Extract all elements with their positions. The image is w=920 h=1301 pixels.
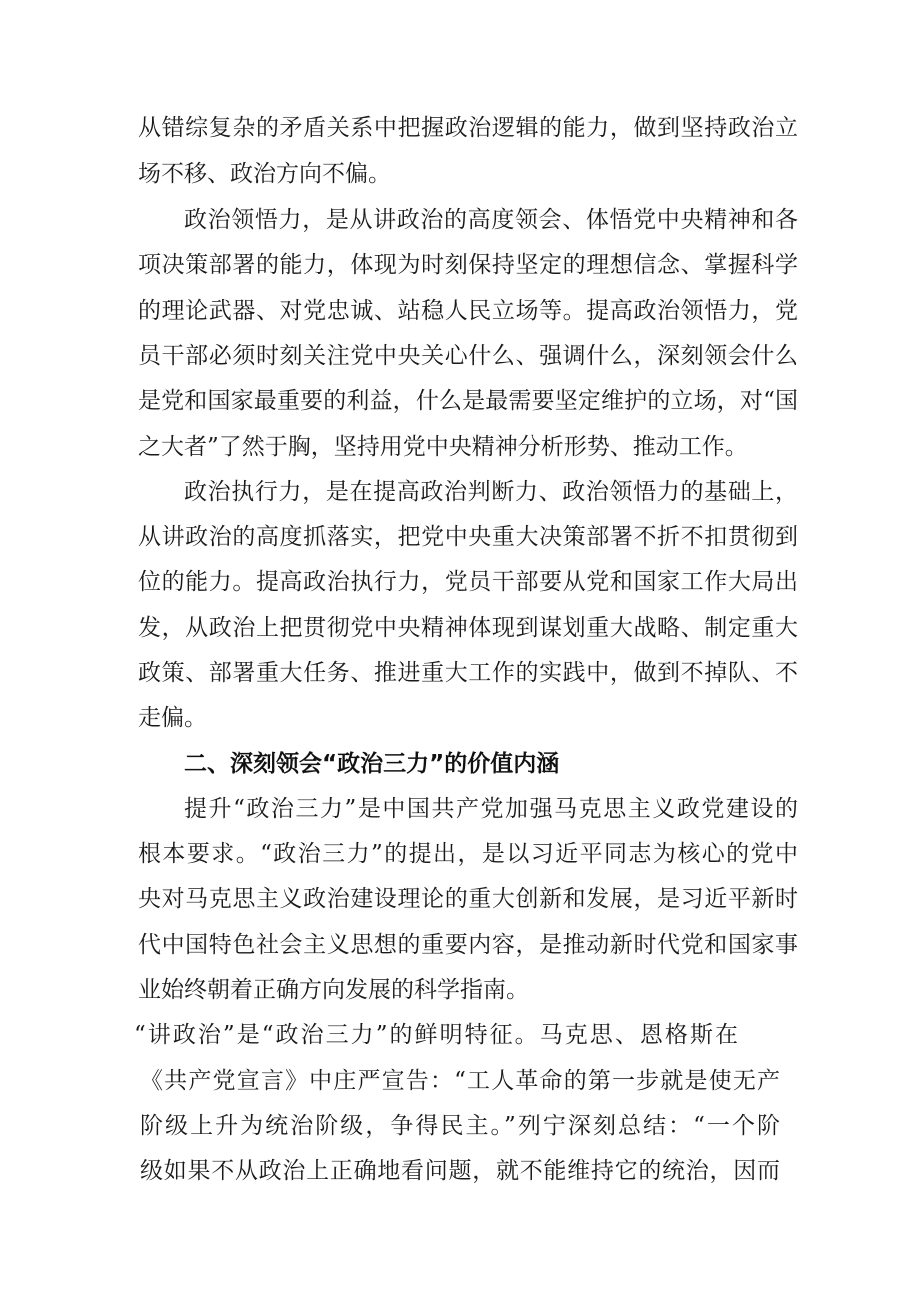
paragraph-2-line-3: 的理论武器、对党忠诚、站稳人民立场等。提高政治领悟力，党: [138, 298, 798, 324]
paragraph-3-line-1: 政治执行力，是在提高政治判断力、政治领悟力的基础上，: [184, 479, 798, 505]
paragraph-1-line-1: 从错综复杂的矛盾关系中把握政治逻辑的能力，做到坚持政治立: [138, 115, 798, 141]
paragraph-3-line-4: 发，从政治上把贯彻党中央精神体现到谋划重大战略、制定重大: [138, 615, 798, 641]
paragraph-5-line-2: 《共产党宣言》中庄严宣告：“工人革命的第一步就是使无产: [140, 1068, 780, 1094]
paragraph-3-line-5: 政策、部署重大任务、推进重大工作的实践中，做到不掉队、不: [138, 660, 798, 686]
paragraph-3-line-2: 从讲政治的高度抓落实，把党中央重大决策部署不折不扣贯彻到: [138, 524, 798, 550]
paragraph-4-line-5: 业始终朝着正确方向发展的科学指南。: [138, 977, 529, 1003]
paragraph-4-line-1: 提升“政治三力”是中国共产党加强马克思主义政党建设的: [184, 796, 798, 822]
paragraph-2-line-5: 是党和国家最重要的利益，什么是最需要坚定维护的立场，对“国: [138, 388, 798, 414]
paragraph-2-line-4: 员干部必须时刻关注党中央关心什么、强调什么，深刻领会什么: [138, 343, 798, 369]
paragraph-3-line-3: 位的能力。提高政治执行力，党员干部要从党和国家工作大局出: [138, 569, 798, 595]
paragraph-4-line-4: 代中国特色社会主义思想的重要内容，是推动新时代党和国家事: [138, 932, 798, 958]
paragraph-1-line-2: 场不移、政治方向不偏。: [138, 161, 391, 187]
paragraph-3-line-6: 走偏。: [138, 705, 207, 731]
paragraph-4-line-2: 根本要求。“政治三力”的提出，是以习近平同志为核心的党中: [138, 841, 798, 867]
section-heading: 二、深刻领会“政治三力”的价值内涵: [184, 751, 560, 777]
paragraph-2-line-1: 政治领悟力，是从讲政治的高度领会、体悟党中央精神和各: [184, 207, 798, 233]
paragraph-2-line-6: 之大者”了然于胸，坚持用党中央精神分析形势、推动工作。: [138, 434, 748, 460]
paragraph-2-line-2: 项决策部署的能力，体现为时刻保持坚定的理想信念、掌握科学: [138, 252, 798, 278]
paragraph-5-line-1: “讲政治”是“政治三力”的鲜明特征。马克思、恩格斯在: [134, 1022, 738, 1048]
paragraph-5-line-4: 级如果不从政治上正确地看问题，就不能维持它的统治，因而: [140, 1158, 780, 1184]
paragraph-5-line-3: 阶级上升为统治阶级，争得民主。”列宁深刻总结：“一个阶: [140, 1113, 780, 1139]
paragraph-4-line-3: 央对马克思主义政治建设理论的重大创新和发展，是习近平新时: [138, 886, 798, 912]
